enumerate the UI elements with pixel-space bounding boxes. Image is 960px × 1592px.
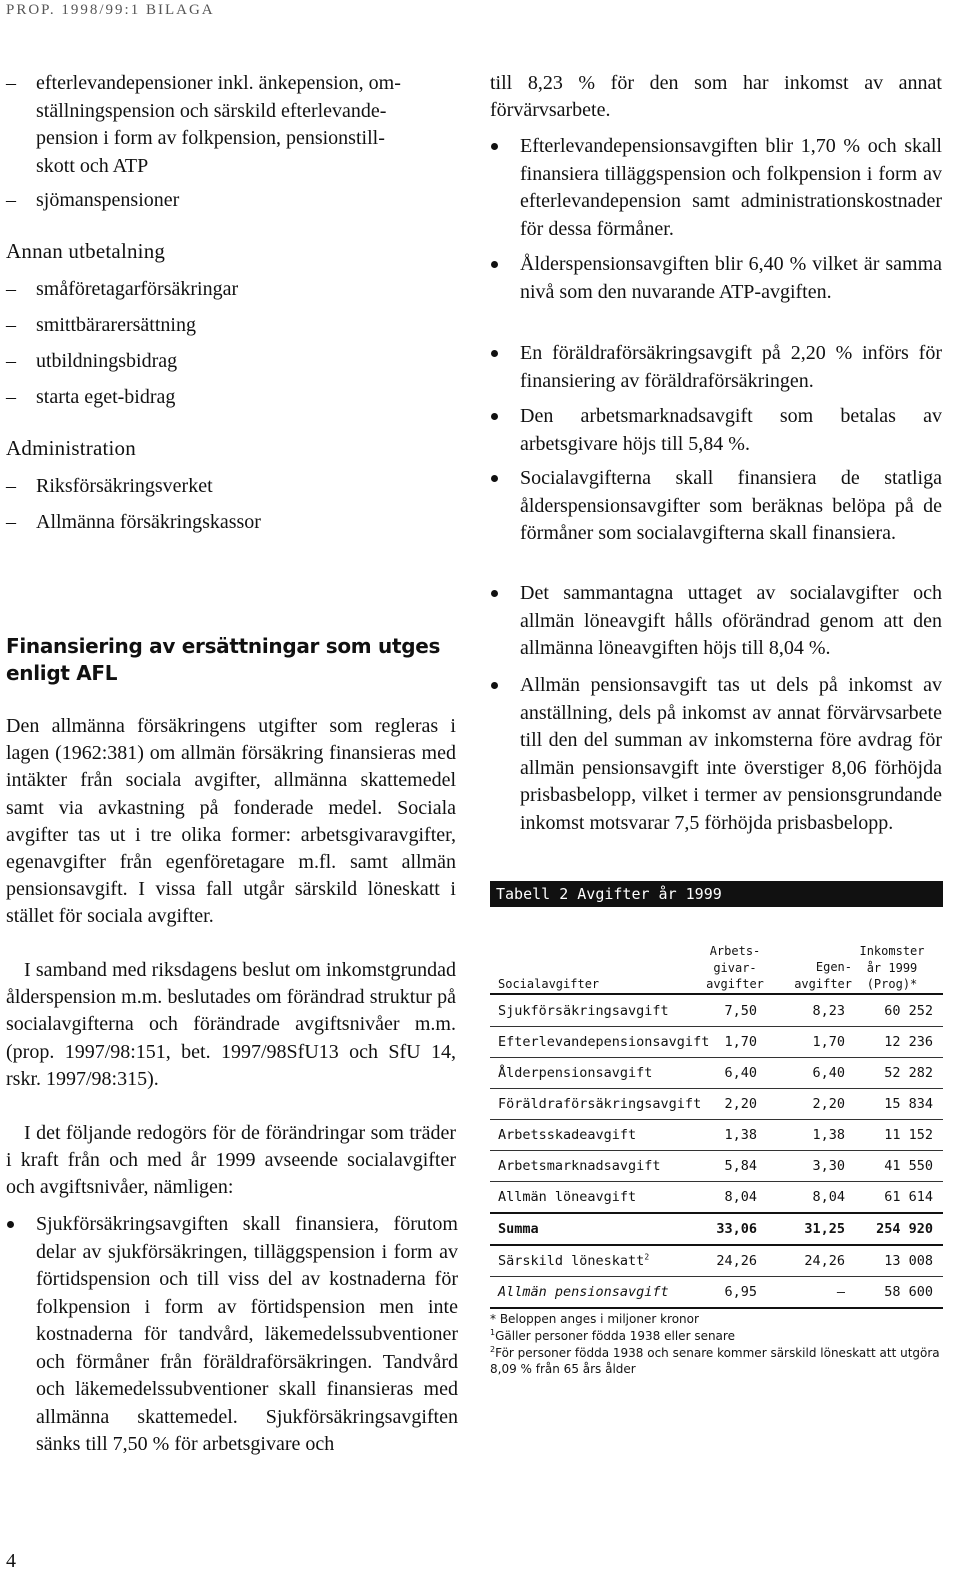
list-item-admin-2: – Allmänna försäkringskassor [6,508,488,536]
footnote-marker: 1 [490,1328,496,1337]
table-header-inkomster-line-1: Inkomster [859,944,925,958]
table-cell: 2,20 [812,1096,845,1112]
list-item-efterlevande-line-4: skott och ATP [36,154,149,177]
table-cell: 2,20 [724,1096,757,1112]
table-cell: 8,04 [812,1189,845,1205]
heading-annan-utbetalning: Annan utbetalning [6,239,166,263]
bullet-sjukforsakring: Sjukförsäkringsavgiften skall finansiera, förutom delar av sjukförsäkringen, tilläggspension i form av förtidspension och till viss del av kostnaderna för folkpension i form av förtidspension men inte kostnaderna för tandvård, läkemedelssubventioner och förmåner från föräldraförsäkringen. Tandvård och läkemedelssubventioner skall finansieras med allmänna skattemedel. Sjukförsäkringsavgiften sänks till 7,50 % för arbetsgivare och [6,1211,458,1459]
paragraph-1: Den allmänna försäkringens utgifter som regleras i lagen (1962:381) om allmän försäkring finansieras med intäkter från sociala avgifter, allmänna skattemedel samt via avkastning på fonderade medel. Sociala avgifter tas ut i tre olika former: arbetsgivaravgifter, egenavgifter från egenföretagare m.fl. samt allmän pensionsavgift. I vissa fall utgår särskild löneskatt i stället för sociala avgifter. [6,715,456,928]
table-row [490,996,943,1027]
table-header-inkomster-line-2: år 1999 [866,960,918,975]
heading-administration: Administration [6,436,136,460]
table-cell: 24,26 [716,1253,757,1269]
table-cell: – [836,1284,845,1300]
list-item-efterlevande-line-1: efterlevandepensioner inkl. änkepension, om- [36,72,401,94]
list-item-sjoman: – sjömanspensioner [6,186,488,214]
table-header-egenavgifter [780,959,852,992]
table-header-egenavgifter-line-1: Egen- [815,960,852,974]
bullet-efterlevande: Efterlevandepensionsavgiften blir 1,70 % och skall finansiera tilläggspension och folkpension i form av efterlevandepension samt administrationskostnader för dessa förmåner. [490,133,942,243]
table-row [490,1246,943,1277]
bullet-alderspension: Ålderspensionsavgiften blir 6,40 % vilket är samma nivå som den nuvarande ATP-avgiften. [490,251,942,306]
table-row [490,1151,943,1182]
table-cell: 31,25 [804,1221,845,1237]
table-footnote-2-text: För personer födda 1938 och senare kommer särskild löneskatt att utgöra 8,09 % från 65 års ålder [490,1346,940,1376]
paragraph-2: I samband med riksdagens beslut om inkomstgrundad ålderspension m.m. beslutades om förändrad struktur på socialavgifterna och förändrade avgiftsnivåer m.m. (prop. 1997/98:151, bet. 1997/98SfU13 och SfU 14, rskr. 1997/98:315). [6,959,456,1090]
list-item-annan-3: – utbildningsbidrag [6,347,488,375]
table-row [490,1027,943,1058]
table-cell: 60 252 [884,1003,933,1019]
running-header: PROP. 1998/99:1 BILAGA [6,2,215,18]
list-item-annan-2: – smittbärarersättning [6,311,488,339]
table-cell: 41 550 [884,1158,933,1174]
table-cell: 1,38 [724,1127,757,1143]
table-cell: 24,26 [804,1253,845,1269]
table-cell: 254 920 [876,1221,933,1237]
list-item-efterlevande-line-3: pension i form av folkpension, pensionstill- [36,127,385,149]
table-header-socialavgifter: Socialavgifter [498,977,600,991]
table-cell: 61 614 [884,1189,933,1205]
table-cell: Efterlevandepensionsavgift [498,1034,710,1050]
table-cell: Sjukförsäkringsavgift [498,1003,669,1019]
table-cell: 6,40 [812,1065,845,1081]
table-footnote-1 [490,1328,943,1344]
table-cell [498,1246,649,1276]
table-footnote-1-text: Gäller personer födda 1938 eller senare [495,1329,735,1343]
table-cell: Allmän pensionsavgift [498,1284,669,1300]
table-cell: Summa [498,1221,539,1237]
table-cell: 5,84 [724,1158,757,1174]
table-cell: 8,04 [724,1189,757,1205]
table-cell: 15 834 [884,1096,933,1112]
list-item-annan-4: – starta eget-bidrag [6,383,488,411]
table-footnote-star: * Beloppen anges i miljoner kronor [490,1312,699,1326]
bullet-socialavgifter: Socialavgifterna skall finansiera de statliga ålderspensionsavgifter som beräknas belöpa på de förmåner som socialavgifterna skall finansiera. [490,465,942,548]
table-title: Tabell 2 Avgifter år 1999 [490,881,943,907]
table-header-inkomster [850,943,934,993]
table-header-arbetsgivar-line-2: givar- [713,960,757,975]
list-item-admin-1: – Riksförsäkringsverket [6,472,488,500]
table-cell: 12 236 [884,1034,933,1050]
table-header-arbetsgivar [690,943,780,993]
table-header-inkomster-line-3: (Prog)* [866,977,918,991]
bullet-foraldraforsakring: En föräldraförsäkringsavgift på 2,20 % införs för finansiering av föräldraförsäkringen. [490,340,942,395]
table-cell: 6,95 [724,1284,757,1300]
table-cell: 33,06 [716,1221,757,1237]
table-header-rule [490,993,943,995]
table-row [490,1120,943,1151]
table-cell: 1,70 [724,1034,757,1050]
table-footnote-2 [490,1345,943,1377]
table-cell: Ålderpensionsavgift [498,1065,653,1081]
table-header-arbetsgivar-line-3: avgifter [706,977,764,991]
footnote-marker: 2 [644,1252,650,1262]
table-cell: 58 600 [884,1284,933,1300]
table-cell: Arbetsskadeavgift [498,1127,637,1143]
table-header-egenavgifter-line-2: avgifter [794,976,852,991]
bullet-allman-pensionsavgift: Allmän pensionsavgift tas ut dels på inkomst av anställning, dels på inkomst av annat förvärvsarbete till den del summan av inkomsterna före avdrag för allmän pensionsavgift inte överstiger 8,06 förhöjda prisbasbelopp, vilket i termer av pensionsgrundande inkomst motsvarar 7,5 förhöjda prisbasbelopp. [490,672,942,837]
table-cell: 6,40 [724,1065,757,1081]
table-cell-text: Särskild löneskatt [498,1253,645,1269]
table-cell: 52 282 [884,1065,933,1081]
list-item-annan-1: – småföretagarförsäkringar [6,275,488,303]
list-item-efterlevande-line-2: ställningspension och särskild efterlevande- [36,99,387,122]
continued-text: till 8,23 % för den som har inkomst av annat förvärvsarbete. [490,72,942,122]
bullet-arbetsmarknad: Den arbetsmarknadsavgift som betalas av arbetsgivare höjs till 5,84 %. [490,403,942,458]
table-cell: 3,30 [812,1158,845,1174]
table-cell: 1,70 [812,1034,845,1050]
table-cell: 13 008 [884,1253,933,1269]
table-cell: 7,50 [724,1003,757,1019]
table-cell: Allmän löneavgift [498,1189,637,1205]
table-cell: 11 152 [884,1127,933,1143]
table-row [490,1277,943,1309]
list-item-efterlevande [6,70,488,180]
table-row [490,1182,943,1214]
table-cell: Föräldraförsäkringsavgift [498,1096,702,1112]
section-heading-finansiering: Finansiering av ersättningar som utges enligt AFL [6,634,441,685]
page-number: 4 [6,1550,16,1572]
table-row [490,1089,943,1120]
table-row [490,1058,943,1089]
table-header-arbetsgivar-line-1: Arbets- [709,944,761,958]
table-cell: 8,23 [812,1003,845,1019]
table-sum-row [490,1214,943,1246]
footnote-marker: 2 [490,1345,496,1354]
table-cell: Arbetsmarknadsavgift [498,1158,661,1174]
paragraph-3: I det följande redogörs för de förändringar som träder i kraft från och med år 1999 avseende socialavgifter och avgiftsnivåer, nämligen: [6,1122,456,1199]
table-cell: 1,38 [812,1127,845,1143]
bullet-sammantagna: Det sammantagna uttaget av socialavgifter och allmän löneavgift hålls oförändrad genom att den allmänna löneavgiften höjs till 8,04 %. [490,580,942,663]
